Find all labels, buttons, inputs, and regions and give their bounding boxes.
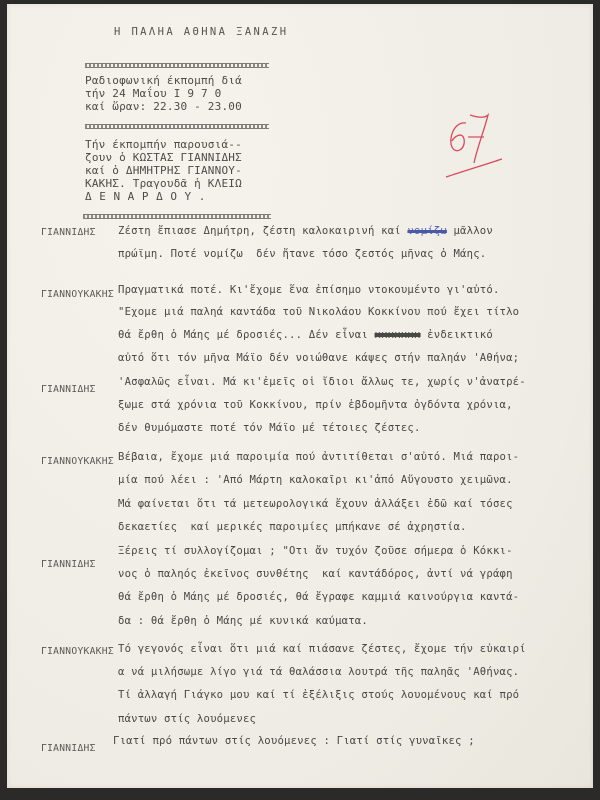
dialogue-line: ξωμε στά χρόνια τοῦ Κοκκίνου, πρίν ἑβδομῆντα ὀγδόντα χρόνια, (118, 399, 513, 411)
dialogue-line: Ξέρεις τί συλλογίζομαι ; "Οτι ἄν τυχόν ζοῦσε σήμερα ὁ Κόκκι- (118, 545, 513, 557)
presenters-line-4: ΚΑΚΗΣ. Τραγουδᾶ ἡ ΚΛΕΙΩ (85, 177, 242, 190)
dialogue-line: νος ὁ παληός ἐκεῖνος συνθέτης καί καντάδόρος, ἀντί νά γράφη (118, 568, 513, 580)
dialogue-line: Βέβαια, ἔχομε μιά παροιμία πού ἀντιτίθεται σ'αὐτό. Μιά παροι- (118, 451, 520, 463)
dialogue-line: θά ἔρθη ὁ Μάης μέ δροσιές... Δέν εἶναι xxxxxxx ἐνδεικτικό (118, 329, 493, 341)
dialogue-line: πρώϊμη. Ποτέ νομίζω δέν ἤτανε τόσο ζεστός μῆνας ὁ Μάης. (118, 248, 487, 260)
header-rule-top (85, 63, 269, 68)
presenters-line-3: καί ὁ ΔΗΜΗΤΡΗΣ ΓΙΑΝΝΟΥ- (85, 164, 242, 177)
speaker-giannidis: ΓΙΑΝΝΙΔΗΣ (41, 559, 96, 570)
header-rule-middle (85, 124, 269, 129)
dialogue-line: α νά μιλήσωμε λίγο γιά τά θαλάσσια λουτρά τῆς παληᾶς 'Αθήνας. (118, 666, 520, 678)
speaker-giannidis: ΓΙΑΝΝΙΔΗΣ (41, 743, 96, 754)
presenters-line-5: ΔΕΝΑΡΔΟΥ. (85, 190, 214, 203)
dialogue-line: Γιατί πρό πάντων στίς λουόμενες : Γιατί στίς γυναῖκες ; (113, 735, 475, 747)
speaker-giannoukakis: ΓΙΑΝΝΟΥΚΑΚΗΣ (41, 289, 114, 300)
dialogue-line: Ζέστη ἔπιασε Δημήτρη, ζέστη καλοκαιρινή καί νομίζω μᾶλλον (118, 225, 493, 237)
presenters-line-2: ζουν ὁ ΚΩΣΤΑΣ ΓΙΑΝΝΙΔΗΣ (85, 151, 242, 164)
broadcast-info-line-2: τήν 24 Μαΐου Ι 9 7 0 (85, 87, 222, 100)
struck-word: xxxxxxx (374, 329, 421, 341)
dialogue-line: Πραγματικά ποτέ. Κι'ἔχομε ἕνα ἐπίσημο ντοκουμέντο γι'αὐτό. (118, 284, 500, 296)
dialogue-line: "Εχομε μιά παληά καντάδα τοῦ Νικολάου Κοκκίνου πού ἔχει τίτλο (118, 306, 520, 318)
dialogue-line: δέν θυμόμαστε ποτέ τόν Μάϊο μέ τέτοιες ζέστες. (118, 422, 421, 434)
dialogue-line: πάντων στίς λουόμενες (118, 713, 257, 725)
dialogue-line: μία πού λέει : 'Από Μάρτη καλοκαῖρι κι'ἀπό Αὔγουστο χειμῶνα. (118, 474, 513, 486)
struck-word: νομίζω (407, 225, 447, 237)
dialogue-line: 'Ασφαλῶς εἶναι. Μά κι'ἐμεῖς οἱ ἴδιοι ἄλλως τε, χωρίς ν'ἀνατρέ- (118, 376, 526, 388)
dialogue-line: θά ἔρθη ὁ Μάης μέ δροσιές, θά ἔγραφε καμμιά καινούργια καντά- (118, 591, 520, 603)
typewritten-page (7, 4, 593, 788)
handwritten-page-number-67 (444, 109, 504, 179)
dialogue-line: δα : θά ἔρθη ὁ Μάης μέ κυνικά καύματα. (118, 615, 368, 627)
broadcast-info-line-3: καί ὥραν: 22.30 - 23.00 (85, 100, 242, 113)
document-title: Η ΠΑΛΗΑ ΑΘΗΝΑ ΞΑΝΑΖΗ (114, 26, 289, 38)
dialogue-line: Τό γεγονός εἶναι ὅτι μιά καί πιάσανε ζέστες, ἔχομε τήν εὐκαιρί (118, 643, 526, 655)
header-rule-bottom (83, 214, 271, 219)
dialogue-line: Τί ἀλλαγή Γιάγκο μου καί τί ἐξέλιξις στούς λουομένους καί πρό (118, 689, 520, 701)
dialogue-line: αὐτό ὅτι τόν μῆνα Μάϊο δέν νοιώθανε κάψες στήν παληάν 'Αθήνα; (118, 352, 520, 364)
broadcast-info-line-1: Ραδιοφωνική έκπομπή διά (85, 74, 242, 87)
speaker-giannidis: ΓΙΑΝΝΙΔΗΣ (41, 227, 96, 238)
speaker-giannidis: ΓΙΑΝΝΙΔΗΣ (41, 384, 96, 395)
speaker-giannoukakis: ΓΙΑΝΝΟΥΚΑΚΗΣ (41, 456, 114, 467)
speaker-giannoukakis: ΓΙΑΝΝΟΥΚΑΚΗΣ (41, 646, 114, 657)
dialogue-line: Μά φαίνεται ὅτι τά μετεωρολογικά ἔχουν ἀλλάξει ἐδῶ καί τόσες (118, 498, 513, 510)
presenters-line-1: Τήν έκπομπήν παρουσιά-- (85, 138, 242, 151)
dialogue-line: δεκαετίες καί μερικές παροιμίες μπήκανε σέ ἀχρηστία. (118, 521, 467, 533)
